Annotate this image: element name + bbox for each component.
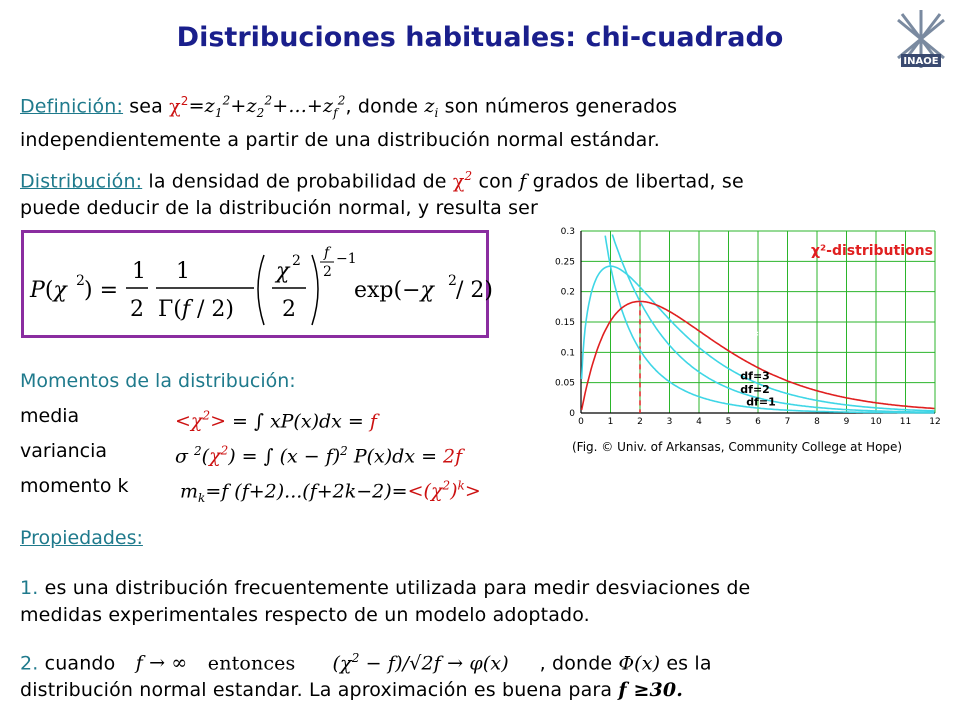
y-tick-label: 0.25: [554, 257, 575, 268]
x-tick-label: 9: [843, 417, 850, 427]
svg-text:) =: ) =: [84, 278, 119, 303]
x-tick-label: 7: [784, 417, 791, 427]
chi-square-chart: [543, 225, 943, 427]
variance-row: variancia σ $^2(\chi^2)$ = ∫ $(x - f)^2$ P(x)dx = 2f: [20, 438, 107, 465]
definition-label: Definición:: [20, 95, 124, 118]
definition-line2: independientemente a partir de una distribución normal estándar.: [20, 129, 660, 152]
x-tick-label: 1: [607, 417, 614, 427]
x-tick-label: 2: [637, 417, 643, 427]
series-label: df=4: [737, 327, 767, 341]
svg-text:2: 2: [76, 273, 85, 289]
distribution-paragraph: Distribución: la densidad de probabilidad de $\chi^2$ con f grados de libertad, se puede deducir de la distribución normal, y resulta ser: [20, 169, 744, 220]
y-tick-label: 0.3: [560, 227, 575, 237]
svg-text:2: 2: [130, 297, 144, 322]
mean-row: media $<\chi^2>$ = ∫ xP(x)dx = f: [20, 403, 79, 430]
x-tick-label: 12: [929, 417, 941, 427]
figure-caption: (Fig. © Univ. of Arkansas, Community College at Hope): [572, 440, 903, 454]
density-formula-box: [21, 230, 493, 338]
properties-heading: Propiedades:: [20, 527, 143, 549]
x-tick-label: 8: [814, 417, 820, 427]
svg-text:P(χ: P(χ: [30, 278, 67, 303]
x-tick-label: 11: [899, 417, 912, 427]
property-2: 2. cuando f → ∞ entonces $(\chi^2 - f)/√2f \to \varphi(x)$ , donde Φ(x) es la distribución normal estandar. La aproximación es buena para f ≥30.: [20, 651, 712, 702]
series-label: df=3: [740, 369, 770, 383]
x-tick-label: 4: [696, 417, 702, 427]
y-tick-label: 0.05: [554, 378, 575, 389]
svg-text:−1: −1: [336, 251, 357, 267]
x-tick-label: 5: [725, 417, 732, 427]
page-title: Distribuciones habituales: chi-cuadrado: [176, 22, 784, 53]
svg-text:/ 2): / 2): [456, 278, 493, 303]
chart-title: χ²-distributions: [811, 243, 933, 259]
mean-formula: $<\chi^2>$ = ∫ xP(x)dx = f: [175, 409, 377, 433]
svg-text:Γ(f / 2): Γ(f / 2): [158, 297, 234, 322]
svg-text:f: f: [324, 245, 330, 261]
y-tick-label: 0.15: [554, 318, 575, 328]
svg-text:χ: χ: [276, 259, 290, 284]
x-tick-label: 10: [870, 417, 882, 427]
svg-text:1: 1: [132, 259, 146, 284]
svg-text:1: 1: [176, 259, 190, 284]
y-tick-label: 0.2: [560, 287, 575, 298]
logo-text: INAOE: [903, 56, 939, 67]
x-tick-label: 3: [666, 417, 673, 427]
series-label: df=2: [740, 382, 770, 396]
svg-text:2: 2: [292, 253, 301, 269]
y-tick-label: 0.1: [560, 348, 575, 359]
svg-text:2: 2: [323, 264, 332, 280]
svg-text:2: 2: [448, 273, 457, 289]
inaoe-logo: [888, 6, 954, 72]
moments-heading: Momentos de la distribución:: [20, 370, 296, 392]
moment-k-row: momento k $m_k=f$ $(f+2)...(f+2k-2)=<(\chi^2)^k>$: [20, 473, 129, 500]
distribution-label: Distribución:: [20, 170, 143, 193]
series-label: df=1: [746, 395, 776, 409]
density-formula: [24, 233, 493, 335]
svg-text:exp(−χ: exp(−χ: [354, 278, 434, 303]
svg-text:2: 2: [282, 297, 296, 322]
x-tick-label: 0: [578, 417, 584, 427]
definition-paragraph: Definición: sea $\chi^2=z_1^2+z_2^2+...+z_f^2$, donde $z_i$ son números generados independientemente a partir de una distribución normal estándar.: [20, 94, 678, 152]
property-1: 1. es una distribución frecuentemente utilizada para medir desviaciones de medidas experimentales respecto de un modelo adoptado.: [20, 577, 751, 626]
variance-formula: σ $^2(\chi^2)$ = ∫ $(x - f)^2$ P(x)dx = 2f: [175, 444, 463, 468]
x-tick-label: 6: [755, 417, 761, 427]
y-tick-label: 0: [569, 409, 575, 419]
moment-k-formula: $m_k=f$ $(f+2)...(f+2k-2)=<(\chi^2)^k>$: [180, 479, 481, 506]
